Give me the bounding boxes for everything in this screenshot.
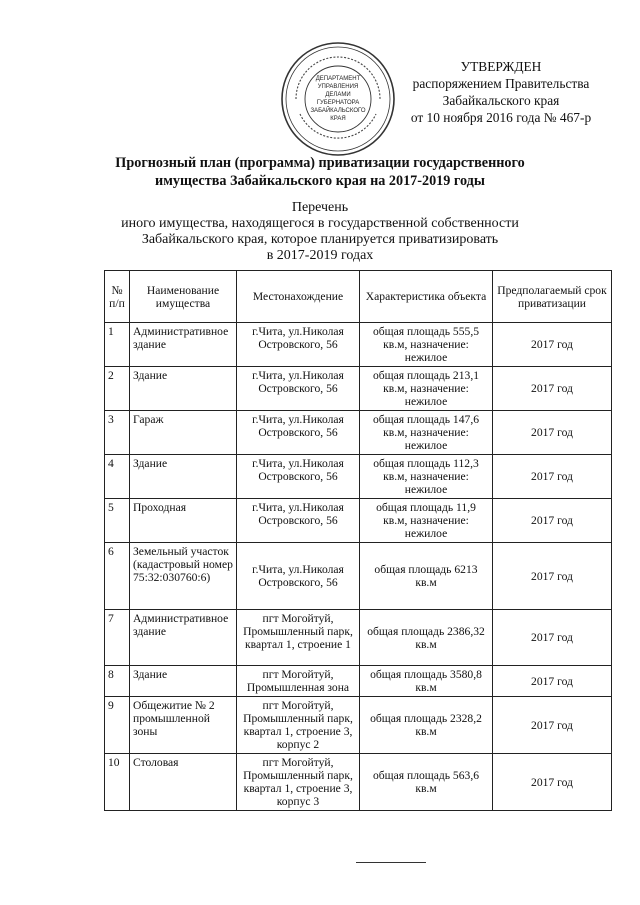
cell-num: 1 <box>105 323 130 367</box>
subtitle-line: Перечень <box>291 200 349 215</box>
cell-name: Административное здание <box>130 323 237 367</box>
cell-num: 3 <box>105 411 130 455</box>
cell-location: пгт Могойтуй, Промышленная зона <box>237 666 360 697</box>
cell-term: 2017 год <box>493 754 612 811</box>
cell-term: 2017 год <box>493 499 612 543</box>
cell-location: г.Чита, ул.Николая Островского, 56 <box>237 455 360 499</box>
cell-term: 2017 год <box>493 697 612 754</box>
cell-characteristic: общая площадь 563,6 кв.м <box>360 754 493 811</box>
cell-characteristic: общая площадь 147,6 кв.м, назначение: нежилое <box>360 411 493 455</box>
cell-characteristic: общая площадь 2386,32 кв.м <box>360 610 493 666</box>
cell-characteristic: общая площадь 11,9 кв.м, назначение: нежилое <box>360 499 493 543</box>
cell-name: Общежитие № 2 промышленной зоны <box>130 697 237 754</box>
seal-line: УПРАВЛЕНИЯ <box>317 84 359 90</box>
cell-num: 10 <box>105 754 130 811</box>
cell-term: 2017 год <box>493 411 612 455</box>
table-row <box>105 499 612 543</box>
seal-line: ДЕЛАМИ <box>325 92 351 98</box>
approval-title: УТВЕРЖДЕН <box>460 59 542 74</box>
cell-term: 2017 год <box>493 543 612 610</box>
footer-divider <box>356 862 426 863</box>
table-row <box>105 543 612 610</box>
header-location: Местонахождение <box>237 271 360 323</box>
approval-line: распоряжением Правительства <box>412 76 590 91</box>
approval-block <box>376 58 626 126</box>
table-row <box>105 323 612 367</box>
cell-num: 9 <box>105 697 130 754</box>
cell-num: 7 <box>105 610 130 666</box>
subtitle-line: в 2017-2019 годах <box>266 248 374 263</box>
cell-location: г.Чита, ул.Николая Островского, 56 <box>237 499 360 543</box>
cell-name: Земельный участок (кадастровый номер 75:32:030760:6) <box>130 543 237 610</box>
cell-characteristic: общая площадь 6213 кв.м <box>360 543 493 610</box>
cell-term: 2017 год <box>493 610 612 666</box>
table-row <box>105 754 612 811</box>
cell-name: Здание <box>130 666 237 697</box>
cell-name: Здание <box>130 367 237 411</box>
cell-location: г.Чита, ул.Николая Островского, 56 <box>237 367 360 411</box>
cell-term: 2017 год <box>493 367 612 411</box>
property-table <box>104 270 612 811</box>
header-characteristic: Характеристика объекта <box>360 271 493 323</box>
header-term: Предполагаемый срок приватизации <box>493 271 612 323</box>
table-row <box>105 666 612 697</box>
table-row <box>105 610 612 666</box>
seal-line: КРАЯ <box>330 116 346 122</box>
cell-characteristic: общая площадь 3580,8 кв.м <box>360 666 493 697</box>
list-heading <box>0 200 640 264</box>
cell-name: Здание <box>130 455 237 499</box>
table-row <box>105 455 612 499</box>
cell-location: г.Чита, ул.Николая Островского, 56 <box>237 543 360 610</box>
seal-line: ЗАБАЙКАЛЬСКОГО <box>310 108 366 114</box>
cell-name: Проходная <box>130 499 237 543</box>
cell-location: пгт Могойтуй, Промышленный парк, квартал 1, строение 3, корпус 3 <box>237 754 360 811</box>
cell-name: Гараж <box>130 411 237 455</box>
cell-term: 2017 год <box>493 455 612 499</box>
cell-location: г.Чита, ул.Николая Островского, 56 <box>237 411 360 455</box>
table-row <box>105 367 612 411</box>
seal-center-text <box>310 76 365 122</box>
cell-location: пгт Могойтуй, Промышленный парк, квартал 1, строение 3, корпус 2 <box>237 697 360 754</box>
title-line: имущества Забайкальского края на 2017-2019 годы <box>155 173 485 189</box>
table-row <box>105 411 612 455</box>
header-num: № п/п <box>105 271 130 323</box>
cell-num: 6 <box>105 543 130 610</box>
seal-line: ГУБЕРНАТОРА <box>316 100 360 106</box>
cell-characteristic: общая площадь 2328,2 кв.м <box>360 697 493 754</box>
cell-characteristic: общая площадь 555,5 кв.м, назначение: нежилое <box>360 323 493 367</box>
cell-num: 2 <box>105 367 130 411</box>
table-row <box>105 697 612 754</box>
cell-location: г.Чита, ул.Николая Островского, 56 <box>237 323 360 367</box>
cell-term: 2017 год <box>493 323 612 367</box>
approval-date: от 10 ноября 2016 года № 467-р <box>410 110 592 125</box>
cell-num: 8 <box>105 666 130 697</box>
subtitle-line: Забайкальского края, которое планируется приватизировать <box>141 232 499 247</box>
cell-name: Столовая <box>130 754 237 811</box>
cell-num: 4 <box>105 455 130 499</box>
table-header-row <box>105 271 612 323</box>
cell-num: 5 <box>105 499 130 543</box>
approval-line: Забайкальского края <box>442 93 560 108</box>
cell-characteristic: общая площадь 213,1 кв.м, назначение: нежилое <box>360 367 493 411</box>
cell-location: пгт Могойтуй, Промышленный парк, квартал 1, строение 1 <box>237 610 360 666</box>
title-line: Прогнозный план (программа) приватизации государственного <box>115 155 525 171</box>
header-name: Наименование имущества <box>130 271 237 323</box>
seal-line: ДЕПАРТАМЕНТ <box>315 76 361 82</box>
subtitle-line: иного имущества, находящегося в государственной собственности <box>121 216 519 231</box>
cell-characteristic: общая площадь 112,3 кв.м, назначение: нежилое <box>360 455 493 499</box>
document-title <box>0 154 640 190</box>
cell-name: Административное здание <box>130 610 237 666</box>
cell-term: 2017 год <box>493 666 612 697</box>
